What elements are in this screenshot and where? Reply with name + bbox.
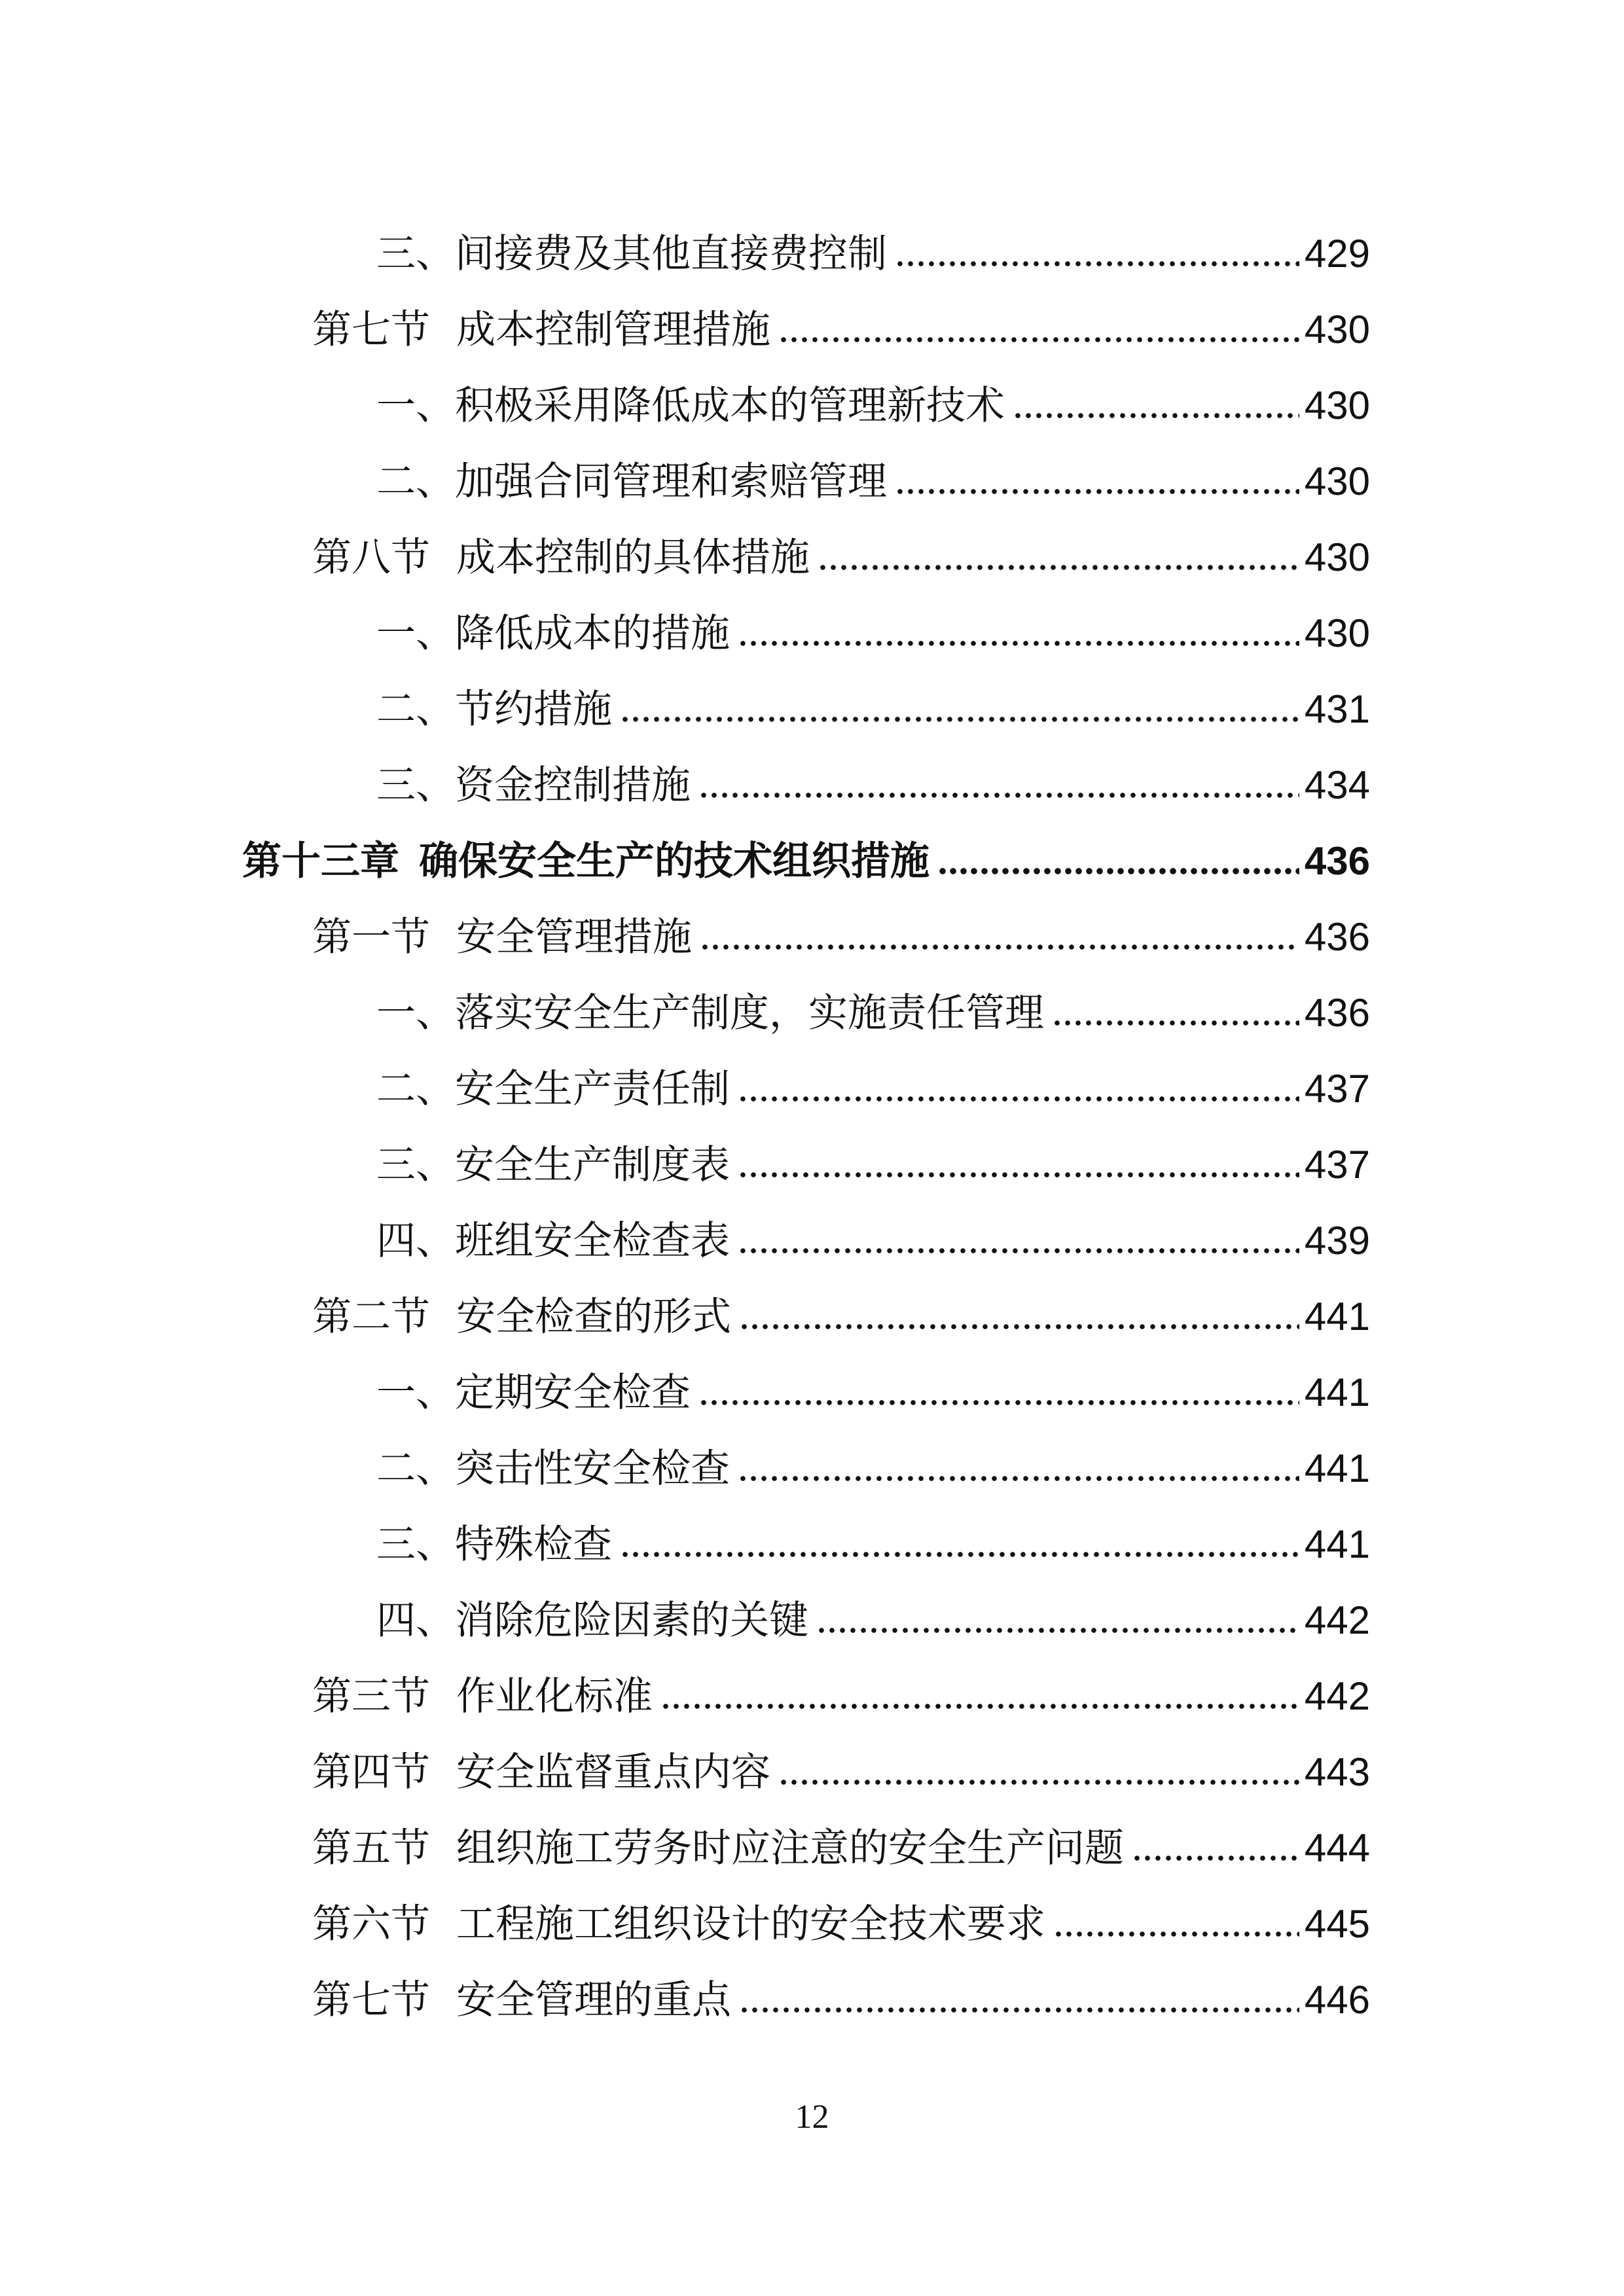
toc-entry-number: 第二节 [312,1294,430,1340]
toc-entry-title: 成本控制管理措施 [456,307,770,353]
toc-entry-number: 二、 [376,1066,455,1112]
toc-entry[interactable] [312,1653,1370,1719]
toc-entry-label [312,307,770,353]
toc-entry-number: 四、 [376,1598,455,1643]
toc-entry-number: 第一节 [312,914,430,960]
toc-entry-number: 一、 [376,611,455,656]
toc-entry-label [376,383,1005,429]
toc-entry[interactable] [376,1046,1370,1112]
toc-entry[interactable] [376,1198,1370,1264]
toc-entry-page: 441 [1304,1371,1370,1414]
toc-entry[interactable] [312,1274,1370,1340]
toc-entry-page: 441 [1304,1446,1370,1490]
toc-entry-page: 429 [1304,232,1370,276]
toc-entry-page: 430 [1304,384,1370,427]
toc-entry[interactable] [376,439,1370,505]
toc-entry-number: 四、 [376,1218,455,1264]
toc-entry-label [376,1142,730,1188]
toc-entry[interactable] [376,590,1370,656]
toc-entry-title: 安全监督重点内容 [456,1749,770,1795]
toc-entry-label [376,459,887,505]
toc-entry-title: 积极采用降低成本的管理新技术 [455,383,1005,429]
toc-chapter-entry[interactable] [242,818,1370,884]
dot-leader [1013,411,1299,420]
toc-entry-title: 节约措施 [455,687,612,732]
dot-leader [698,791,1299,800]
dot-leader [895,259,1299,268]
toc-entry[interactable] [376,1577,1370,1643]
toc-entry-page: 430 [1304,611,1370,655]
toc-entry-title: 加强合同管理和索赔管理 [455,459,887,505]
toc-entry-title: 间接费及其他直接费控制 [455,231,887,277]
dot-leader [818,563,1299,572]
toc-entry-page: 436 [1304,991,1370,1035]
toc-entry-number: 第八节 [312,535,430,581]
toc-entry-title: 落实安全生产制度，实施责任管理 [455,990,1044,1036]
toc-entry-page: 439 [1304,1219,1370,1263]
dot-leader [1053,1929,1299,1939]
toc-entry-label [376,1370,691,1416]
toc-entry-page: 436 [1304,839,1370,883]
dot-leader [738,1474,1299,1483]
toc-entry[interactable] [376,1122,1370,1188]
toc-entry-page: 434 [1304,763,1370,807]
toc-entry[interactable] [376,1501,1370,1568]
toc-entry-number: 第五节 [312,1825,430,1871]
toc-entry-label [312,1825,1124,1871]
dot-leader [895,487,1299,496]
toc-entry-page: 443 [1304,1750,1370,1794]
toc-entry-page: 442 [1304,1674,1370,1718]
toc-entry-title: 资金控制措施 [455,762,691,808]
toc-entry-label [376,687,612,732]
toc-entry[interactable] [312,514,1370,581]
toc-entry[interactable] [312,1957,1370,2023]
toc-entry-page: 430 [1304,459,1370,503]
dot-leader [620,715,1299,724]
toc-entry-title: 消除危险因素的关键 [455,1598,808,1643]
toc-entry-number: 一、 [376,990,455,1036]
toc-entry-label [242,838,929,884]
dot-leader [698,1398,1299,1407]
toc-entry-number: 第六节 [312,1901,430,1947]
toc-entry[interactable] [376,970,1370,1036]
toc-entry-label [376,1066,730,1112]
toc-entry-number: 三、 [376,1522,455,1568]
toc-entry-label [312,1749,770,1795]
toc-entry[interactable] [376,666,1370,732]
toc-entry-label [376,1522,612,1568]
toc-entry-title: 安全管理措施 [456,914,692,960]
toc-entry-label [376,1218,730,1264]
toc-entry-title: 成本控制的具体措施 [456,535,810,581]
toc-entry-page: 444 [1304,1826,1370,1870]
toc-entry-page: 442 [1304,1598,1370,1642]
toc-entry-title: 定期安全检查 [455,1370,691,1416]
toc-entry-number: 二、 [376,1446,455,1492]
toc-entry-title: 作业化标准 [456,1674,653,1719]
dot-leader [738,639,1299,648]
toc-entry[interactable] [376,1350,1370,1416]
toc-entry-title: 突击性安全检查 [455,1446,730,1492]
toc-entry-number: 三、 [376,762,455,808]
toc-entry-title: 确保安全生产的技术组织措施 [419,838,929,884]
toc-entry-number: 第四节 [312,1749,430,1795]
toc-entry-page: 437 [1304,1143,1370,1187]
toc-entry-number: 第十三章 [242,838,399,884]
toc-entry-title: 特殊检查 [455,1522,612,1568]
toc-entry-label [312,535,810,581]
toc-entry-label [376,762,691,808]
toc-entry-title: 班组安全检查表 [455,1218,730,1264]
toc-entry-label [312,1674,653,1719]
dot-leader [620,1550,1299,1559]
toc-entry-page: 441 [1304,1522,1370,1566]
toc-entry-page: 446 [1304,1978,1370,2022]
toc-entry-title: 安全生产制度表 [455,1142,730,1188]
toc-entry[interactable] [312,1881,1370,1947]
toc-entry-page: 430 [1304,535,1370,579]
toc-entry-label [376,990,1044,1036]
toc-entry-number: 一、 [376,1370,455,1416]
toc-entry-number: 一、 [376,383,455,429]
dot-leader [700,942,1299,952]
toc-entry-label [312,1294,731,1340]
toc-entry-number: 二、 [376,687,455,732]
toc-entry-label [376,1446,730,1492]
toc-entry[interactable] [376,211,1370,277]
toc-entry[interactable] [312,287,1370,353]
dot-leader [738,1246,1299,1255]
dot-leader [937,867,1299,876]
toc-entry-label [376,1598,808,1643]
toc-entry-number: 第七节 [312,307,430,353]
toc-entry[interactable] [376,1426,1370,1492]
dot-leader [739,1322,1299,1331]
toc-entry-number: 第三节 [312,1674,430,1719]
toc-entry-page: 430 [1304,308,1370,351]
dot-leader [738,1170,1299,1179]
toc-entry-page: 441 [1304,1295,1370,1338]
toc-entry-label [312,1901,1045,1947]
toc-entry-label [376,231,887,277]
toc-entry-title: 组织施工劳务时应注意的安全生产问题 [456,1825,1124,1871]
toc-entry[interactable] [376,363,1370,429]
dot-leader [1132,1854,1299,1863]
toc-entry-title: 工程施工组织设计的安全技术要求 [456,1901,1045,1947]
toc-entry-page: 437 [1304,1067,1370,1111]
dot-leader [660,1702,1299,1711]
toc-entry-label [376,611,730,656]
dot-leader [1052,1018,1299,1028]
toc-entry[interactable] [312,1729,1370,1795]
toc-entry-page: 436 [1304,915,1370,959]
toc-entry-title: 安全生产责任制 [455,1066,730,1112]
toc-entry[interactable] [312,1805,1370,1871]
toc-entry-label [312,1977,731,2023]
dot-leader [778,1778,1299,1787]
dot-leader [778,335,1299,344]
dot-leader [738,1094,1299,1103]
toc-entry[interactable] [376,742,1370,808]
toc-entry-page: 431 [1304,687,1370,731]
toc-entry-label [312,914,692,960]
toc-entry-title: 降低成本的措施 [455,611,730,656]
dot-leader [739,2005,1299,2015]
toc-entry-number: 二、 [376,459,455,505]
page-number: 12 [795,2098,829,2136]
toc-entry[interactable] [312,894,1370,960]
toc-entry-number: 三、 [376,231,455,277]
toc-entry-number: 三、 [376,1142,455,1188]
toc-entry-number: 第七节 [312,1977,430,2023]
dot-leader [816,1626,1299,1635]
toc-entry-title: 安全管理的重点 [456,1977,731,2023]
toc-entry-page: 445 [1304,1902,1370,1946]
toc-entry-title: 安全检查的形式 [456,1294,731,1340]
